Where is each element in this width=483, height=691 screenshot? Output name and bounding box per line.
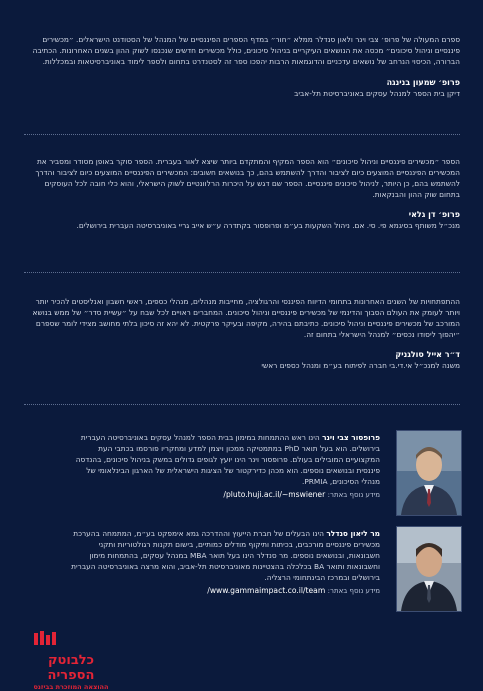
url-label: מידע נוסף באתר: (327, 491, 380, 499)
portrait-image (397, 431, 461, 515)
author-website-link[interactable]: pluto.huji.ac.il/~mswiener/ (223, 490, 326, 499)
endorsement-role: מנכ״ל משותף בסיגמא פי. סי. אם. ניהול השקעות בע״מ ופרופסור בקתדרה ע״ש אייב גריי באוניברסיטה העברית בירושלים. (76, 221, 460, 230)
bio-name: פרופסור צבי וינר (322, 433, 380, 442)
divider (24, 134, 460, 135)
bio-name: מר ליאון סנדלר (326, 529, 380, 538)
bio-text: הינו הבעלים של חברת הייעוץ וההדרכה גמא אימפקט בע״מ, המתמחה בהערכת מכשירים פיננסיים מורכבים, בכיתות ותיקוף מודלים כמותיים, בישום תקנות רגולטוריות ותקני חשבונאות, ובנושאים נוספים. מר סנדלר הינו בעל תואר MBA במנהל עסקים, בהתמחות מימון וחשבונאות ותואר BA בכלכלה בהצטיינות מאוניברסיטת תל-אביב, והוא מרצה באוניברסיטה העברית בירושלים ובמרכז הבינתחומי הרצליה. (71, 529, 380, 582)
portrait-image (397, 527, 461, 611)
publisher-tagline: ההוצאה המוזכרת בביזנס (33, 683, 109, 691)
endorsement-text: ההתפתחויות של השנים האחרונות בתחומי הדיווח הפיננסי והרגולציה, מחייבות מנהלים, מנהלי כספים, ראשי חשבון ואנליסטים להכיר יותר ויותר לעומק את העולם הסבוך והדינמי של מכשירים פיננסיים וניהול סיכונים. המחברים ראויים לכל שבח על ״עשיית סדר״ של ממש בנושא המורכב של מכשירים פיננסיים וניהול סיכונים. כתיבתם בהירה, מקיפה ובעיקר פרקטית. לא יהא זה סיכון בלתי מחושב מצידי לומר שספרם ״יהפוך ליסודו נכסים״ למנהל הישראלי בתחום זה. (32, 297, 460, 339)
endorsement-text: הספר ״מכשירים פיננסיים וניהול סיכונים״ הוא הספר המקיף והמתקדם ביותר שיצא לאור בעברית. הספר סוקר באופן מסודר ומסביר את המכשירים הפיננסיים המוצעים כיום לציבור והדרך להשתמש בהם, כך בנושאים חשובים: המכשירים הפיננסיים המוצעים כיום לציבור והדרך להשתמש בהם, כן היותר, לניהול סיכונים פיננסיים. הספר שם דגש על היכרות הרלוונטיים לשוק הישראלי, והוא כלי חובה לכל העוסקים בתחום שוק ההון והבנקאות. (35, 157, 460, 199)
author-photo-sandler (396, 526, 462, 612)
logo-mark-icon (26, 631, 116, 645)
endorsement-author: פרופ׳ דן גלאי (408, 210, 460, 219)
endorsement-author: פרופ׳ שמעון בנינגה (386, 78, 460, 87)
publisher-logo (26, 630, 116, 691)
publisher-name: כלבוטק הספריה (47, 653, 95, 683)
divider (24, 404, 460, 405)
author-website-link[interactable]: www.gammaimpact.co.il/team/ (207, 586, 326, 595)
endorsement-role: משנה למנכ״ל אי.די.בי חברה לפיתוח בע״מ ומנהל כספים ראשי (261, 361, 460, 370)
url-label: מידע נוסף באתר: (327, 587, 380, 595)
endorsement-text: ספרם המעולה של פרופ׳ צבי וינר ולאון סנדלר ממלא ״חור״ במדף הספרים הפיננסיים של המנהל של הסטודנט הישראלים. ״מכשירים פיננסיים וניהול סיכונים״ מכסה את הנושאים העיקריים בניהול סיכונים, כולל מכשירים חדשים שנכנסו לשוק ההון בשנים האחרונות. הכתיבה הברורה, הכיסוי הנרחב של נושאים עדכניים והדוגמאות הרבות יהפכו ספר זה לסטנדרט בתחום ולספר לימוד באוניברסיטאות ובמכללות. (32, 35, 460, 66)
bio-text: הינו ראש ההתמחות במימון בבית הספר למנהל עסקים באוניברסיטה העברית בירושלים. הוא בעל תואר PhD במתמטיקה ממכון ויצמן למדע ומחקריו פורסמו בכתבי העת המקצועיים המובילים בעולם. פרופסור וינר הינו יועץ לגופים גדולים במשק בניהול סיכונים, בהנדסה פיננסית ובנושאים נוספים. הוא מכהן כדירקטור של הציגות הישראלית של הארגון הבינלאומי של מנהלי הסיכונים, PRMIA. (75, 433, 380, 486)
bio-wiener (70, 432, 380, 501)
endorsement-2 (24, 156, 460, 231)
endorsement-author: ד״ר אייל סולגניק (395, 350, 460, 359)
endorsement-role: דיקן בית הספר למנהל עסקים באוניברסיטת תל-אביב (294, 89, 460, 98)
divider (24, 272, 460, 273)
endorsement-1 (24, 34, 460, 99)
bio-sandler (70, 528, 380, 597)
author-photo-wiener (396, 430, 462, 516)
endorsement-3 (24, 296, 460, 371)
